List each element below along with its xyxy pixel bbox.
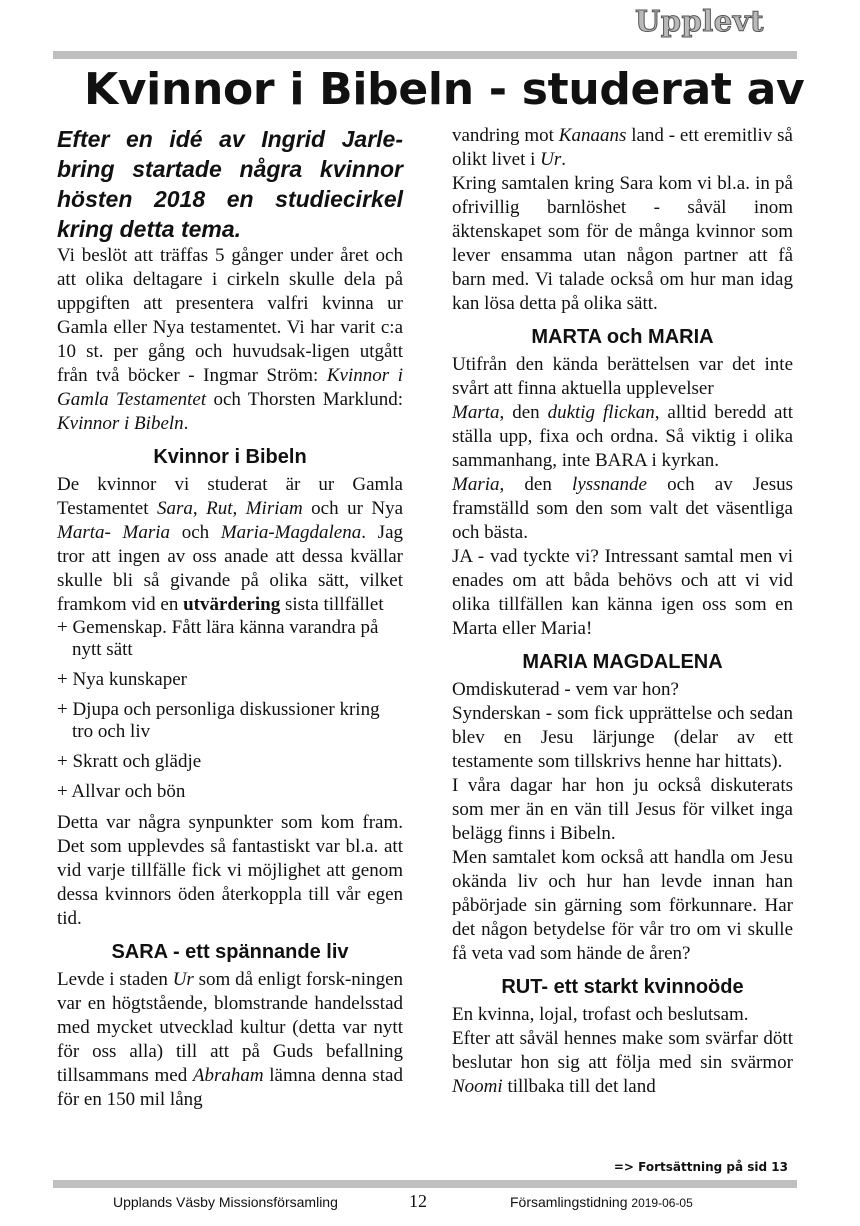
synpunkter-paragraph: Detta var några synpunkter som kom fram. Det som upplevdes så fantastiskt var bl.a. att vid varje tillfälle fick vi möjlighet att genom dessa kvinnors öden återkoppla till vår egen tid.: [57, 812, 403, 929]
list-item: + Skratt och glädje: [57, 751, 202, 772]
kvinnor-paragraph: De kvinnor vi studerat är ur Gamla Testamentet Sara, Rut, Miriam och ur Nya Marta- Maria och Maria-Magdalena. Jag tror att ingen av oss anade att dessa kvällar skulle bli så givande på olika sätt, vilket framkom vid en utvärdering sista tillfället: [57, 474, 404, 615]
list-item: + Djupa och personliga diskussioner kring tro och liv: [57, 699, 380, 742]
subheading-kvinnor-i-bibeln: Kvinnor i Bibeln: [153, 446, 307, 468]
section-tag: Upplevt: [634, 4, 764, 38]
page-title: Kvinnor i Bibeln - studerat av: [84, 64, 805, 115]
rut-paragraph: Efter att såväl hennes make som svärfar dött beslutar hon sig att följa med sin svärmor Noomi tillbaka till det land: [452, 1028, 793, 1097]
left-column: [57, 124, 403, 1112]
list-item: + Gemenskap. Fått lära känna varandra på nytt sätt: [57, 617, 379, 660]
continuation-note: => Fortsättning på sid 13: [613, 1160, 788, 1174]
magdalena-paragraph: I våra dagar har hon ju också diskuterats som mer än en vän till Jesus för vilket inga belägg finns i Bibeln.: [452, 775, 793, 844]
intro-paragraph: Vi beslöt att träffas 5 gånger under året och att olika deltagare i cirkeln skulle dela på uppgiften att presentera valfri kvinna ur Gamla eller Nya testamentet. Vi har varit c:a 10 st. per gång och huvudsak-ligen utgått från två böcker - Ingmar Ström: Kvinnor i Gamla Testamentet och Thorsten Marklund: Kvinnor i Bibeln.: [57, 245, 404, 434]
right-column: [452, 124, 793, 1099]
lead-paragraph: Efter en idé av Ingrid Jarle-bring startade några kvinnor hösten 2018 en studiecirkel kring detta tema.: [57, 126, 403, 242]
evaluation-list: [57, 617, 403, 803]
marta-paragraph: Marta, den duktig flickan, alltid beredd att ställa upp, fixa och ordna. Så viktig i olika sammanhang, inte BARA i kyrkan.: [452, 402, 793, 471]
page-number: 12: [409, 1191, 427, 1211]
footer-date: 2019-06-05: [631, 1196, 693, 1210]
sara-paragraph: Levde i staden Ur som då enligt forsk-ningen var en högtstående, blomstrande handelsstad med mycket utvecklad kultur (detta var nytt för oss alla) till att på Guds befallning tillsammans med Abraham lämna denna stad för en 150 mil lång: [57, 969, 403, 1110]
subheading-marta-maria: MARTA och MARIA: [531, 326, 714, 348]
top-rule: [53, 51, 797, 59]
magdalena-paragraph: Synderskan - som fick upprättelse och sedan blev en Jesu lärjunge (delar av ett testamente som tillskrivs henne har hittats).: [452, 703, 793, 772]
rut-paragraph: En kvinna, lojal, trofast och beslutsam.: [452, 1004, 749, 1025]
sara-continued-paragraph: vandring mot Kanaans land - ett eremitliv så olikt livet i Ur.: [452, 125, 793, 170]
magdalena-paragraph: Omdiskuterad - vem var hon?: [452, 679, 679, 700]
list-item: + Allvar och bön: [57, 781, 186, 802]
subheading-maria-magdalena: MARIA MAGDALENA: [522, 651, 723, 673]
magdalena-paragraph: Men samtalet kom också att handla om Jesu okända liv och hur han levde innan han påbörjade sin gärning som förkunnare. Har det någon betydelse för vår tro om vi skulle få veta vad som hände de åren?: [452, 847, 793, 964]
subheading-sara: SARA - ett spännande liv: [111, 941, 349, 963]
bottom-rule: [53, 1180, 797, 1188]
subheading-rut: RUT- ett starkt kvinnoöde: [501, 976, 744, 998]
footer-organization: Upplands Väsby Missionsförsamling: [113, 1194, 338, 1210]
maria-paragraph: Maria, den lyssnande och av Jesus framställd som den som valt det väsentliga och bästa.: [452, 474, 794, 543]
marta-intro-paragraph: Utifrån den kända berättelsen var det inte svårt att finna aktuella upplevelser: [452, 354, 793, 399]
footer-publication: Församlingstidning 2019-06-05: [510, 1194, 693, 1210]
list-item: + Nya kunskaper: [57, 669, 187, 690]
sara-discussion-paragraph: Kring samtalen kring Sara kom vi bl.a. in på ofrivillig barnlöshet - såväl inom äktenskapet som för de många kvinnor som lever ensamma utan någon partner att få barn med. Vi talade också om hur man idag kan lösa detta på olika sätt.: [452, 173, 793, 314]
ja-paragraph: JA - vad tyckte vi? Intressant samtal men vi enades om att båda behövs och att vi vid olika tillfällen kan känna igen oss som en Marta eller Maria!: [452, 546, 793, 639]
